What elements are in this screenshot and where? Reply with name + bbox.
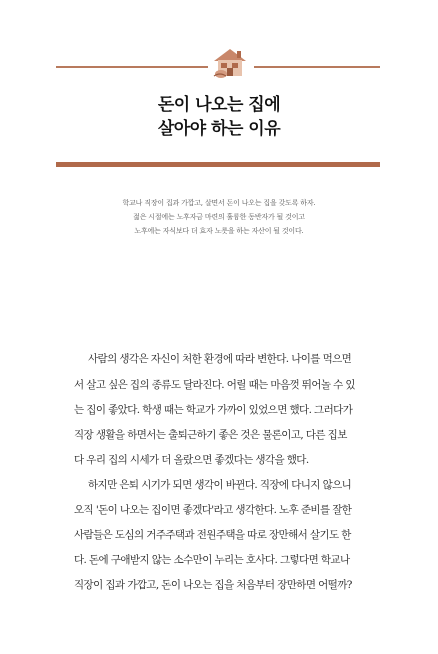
body-line: 사람들은 도심의 거주주택과 전원주택을 따로 장만해서 살기도 한: [74, 529, 351, 541]
body-line: 사람의 생각은 자신이 처한 환경에 따라 변한다. 나이를 먹으면: [88, 353, 352, 365]
chapter-title-line-1: 돈이 나오는 집에: [157, 95, 281, 115]
body-line: 다 우리 집의 시세가 더 올랐으면 좋겠다는 생각을 했다.: [74, 454, 309, 466]
summary-line-3: 노후에는 자식보다 더 효자 노릇을 하는 자산이 될 것이다.: [134, 227, 304, 235]
body-line: 직장이 집과 가깝고, 돈이 나오는 집을 처음부터 장만하면 어떨까?: [74, 579, 352, 591]
summary-line-2: 젊은 시절에는 노후자금 마련의 훌륭한 동반자가 될 것이고: [133, 213, 305, 221]
body-line: 하지만 은퇴 시기가 되면 생각이 바뀐다. 직장에 다니지 않으니: [88, 479, 352, 491]
body-line: 직장 생활을 하면서는 출퇴근하기 좋은 것은 물론이고, 다른 집보: [74, 429, 347, 441]
house-icon: [210, 46, 250, 80]
summary-line-1: 학교나 직장이 집과 가깝고, 살면서 돈이 나오는 집을 갖도록 하자.: [122, 199, 316, 207]
body-line: 다. 돈에 구애받지 않는 소수만이 누리는 호사다. 그렇다면 학교나: [74, 554, 350, 566]
header-rule-right: [254, 66, 380, 68]
title-divider: [56, 162, 380, 167]
body-line: 서 살고 싶은 집의 종류도 달라진다. 어릴 때는 마음껏 뛰어놀 수 있: [74, 379, 355, 391]
body-line: 오직 '돈이 나오는 집이면 좋겠다'라고 생각한다. 노후 준비를 잘한: [74, 504, 352, 516]
chapter-title-line-2: 살아야 하는 이유: [157, 119, 281, 139]
header-rule-left: [56, 66, 208, 68]
body-line: 는 집이 좋았다. 학생 때는 학교가 가까이 있었으면 했다. 그러다가: [74, 404, 353, 416]
